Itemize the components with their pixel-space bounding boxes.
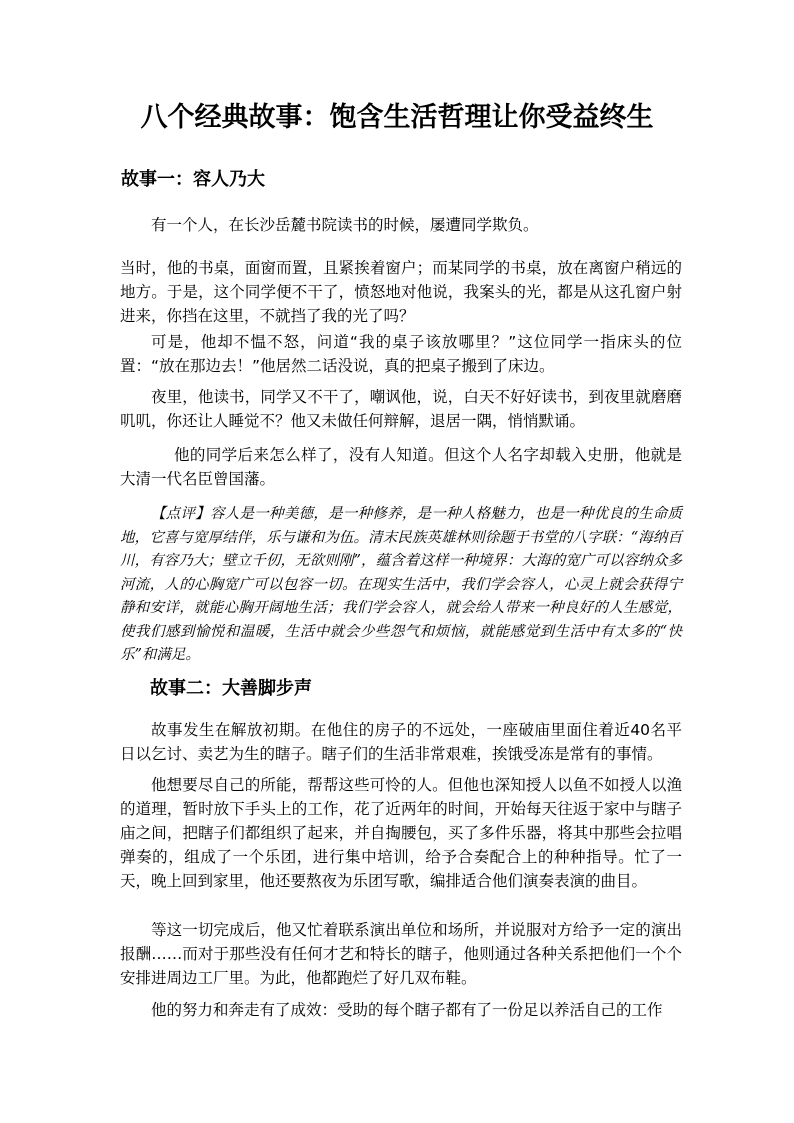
story1-heading: 故事一：容人乃大 bbox=[121, 169, 265, 190]
story1-paragraph-4: 夜里，他读书，同学又不干了，嘲讽他，说，白天不好好读书，到夜里就磨磨叽叽，你还让人睡觉不？他又未做任何辩解，退居一隅，悄悄默诵。 bbox=[120, 388, 682, 430]
story1-paragraph-2: 当时，他的书桌，面窗而置，且紧挨着窗户；而某同学的书桌，放在离窗户稍远的地方。于是，这个同学便不干了，愤怒地对他说，我案头的光，都是从这孔窗户射进来，你挡在这里，不就挡了我的光了吗？ bbox=[120, 259, 682, 325]
story1-review: 【点评】容人是一种美德，是一种修养，是一种人格魅力，也是一种优良的生命质地，它喜与宽厚结伴，乐与谦和为伍。清末民族英雄林则徐题于书堂的八字联：“海纳百川，有容乃大；壁立千仞，无欲则刚”，蕴含着这样一种境界：大海的宽广可以容纳众多河流，人的心胸宽广可以包容一切。在现实生活中，我们学会容人，心灵上就会获得宁静和安详，就能心胸开阔地生活；我们学会容人，就会给人带来一种良好的人生感觉，使我们感到愉悦和温暖，生活中就会少些怨气和烦恼，就能感觉到生活中有太多的“快乐”和满足。 bbox=[120, 506, 682, 663]
story1-paragraph-1: 有一个人，在长沙岳麓书院读书的时候，屡遭同学欺负。 bbox=[151, 216, 539, 234]
story2-paragraph-1: 故事发生在解放初期。在他住的房子的不远处，一座破庙里面住着近40名平日以乞讨、卖艺为生的瞎子。瞎子们的生活非常艰难，挨饿受冻是常有的事情。 bbox=[120, 721, 682, 763]
story2-paragraph-2: 他想要尽自己的所能，帮帮这些可怜的人。但他也深知授人以鱼不如授人以渔的道理，暂时放下手头上的工作，花了近两年的时间，开始每天往返于家中与瞎子庙之间，把瞎子们都组织了起来，并自掏腰包，买了多件乐器，将其中那些会拉唱弹奏的，组成了一个乐团，进行集中培训，给予合奏配合上的种种指导。忙了一天，晚上回到家里，他还要熬夜为乐团写歌，编排适合他们演奏表演的曲目。 bbox=[120, 776, 682, 890]
story1-paragraph-3: 可是，他却不愠不怒，问道“我的桌子该放哪里？”这位同学一指床头的位置：“放在那边去！”他居然二话没说，真的把桌子搬到了床边。 bbox=[120, 333, 682, 375]
document-title: 八个经典故事：饱含生活哲理让你受益终生 bbox=[140, 102, 654, 133]
story2-paragraph-4: 他的努力和奔走有了成效：受助的每个瞎子都有了一份足以养活自己的工作 bbox=[151, 1001, 663, 1019]
story2-paragraph-3: 等这一切完成后，他又忙着联系演出单位和场所，并说服对方给予一定的演出报酬……而对于那些没有任何才艺和特长的瞎子，他则通过各种关系把他们一个个安排进周边工厂里。为此，他都跑烂了好几双布鞋。 bbox=[120, 921, 682, 987]
story2-heading: 故事二：大善脚步声 bbox=[150, 678, 312, 699]
story1-paragraph-5: 他的同学后来怎么样了，没有人知道。但这个人名字却载入史册，他就是大清一代名臣曾国藩。 bbox=[120, 446, 682, 488]
